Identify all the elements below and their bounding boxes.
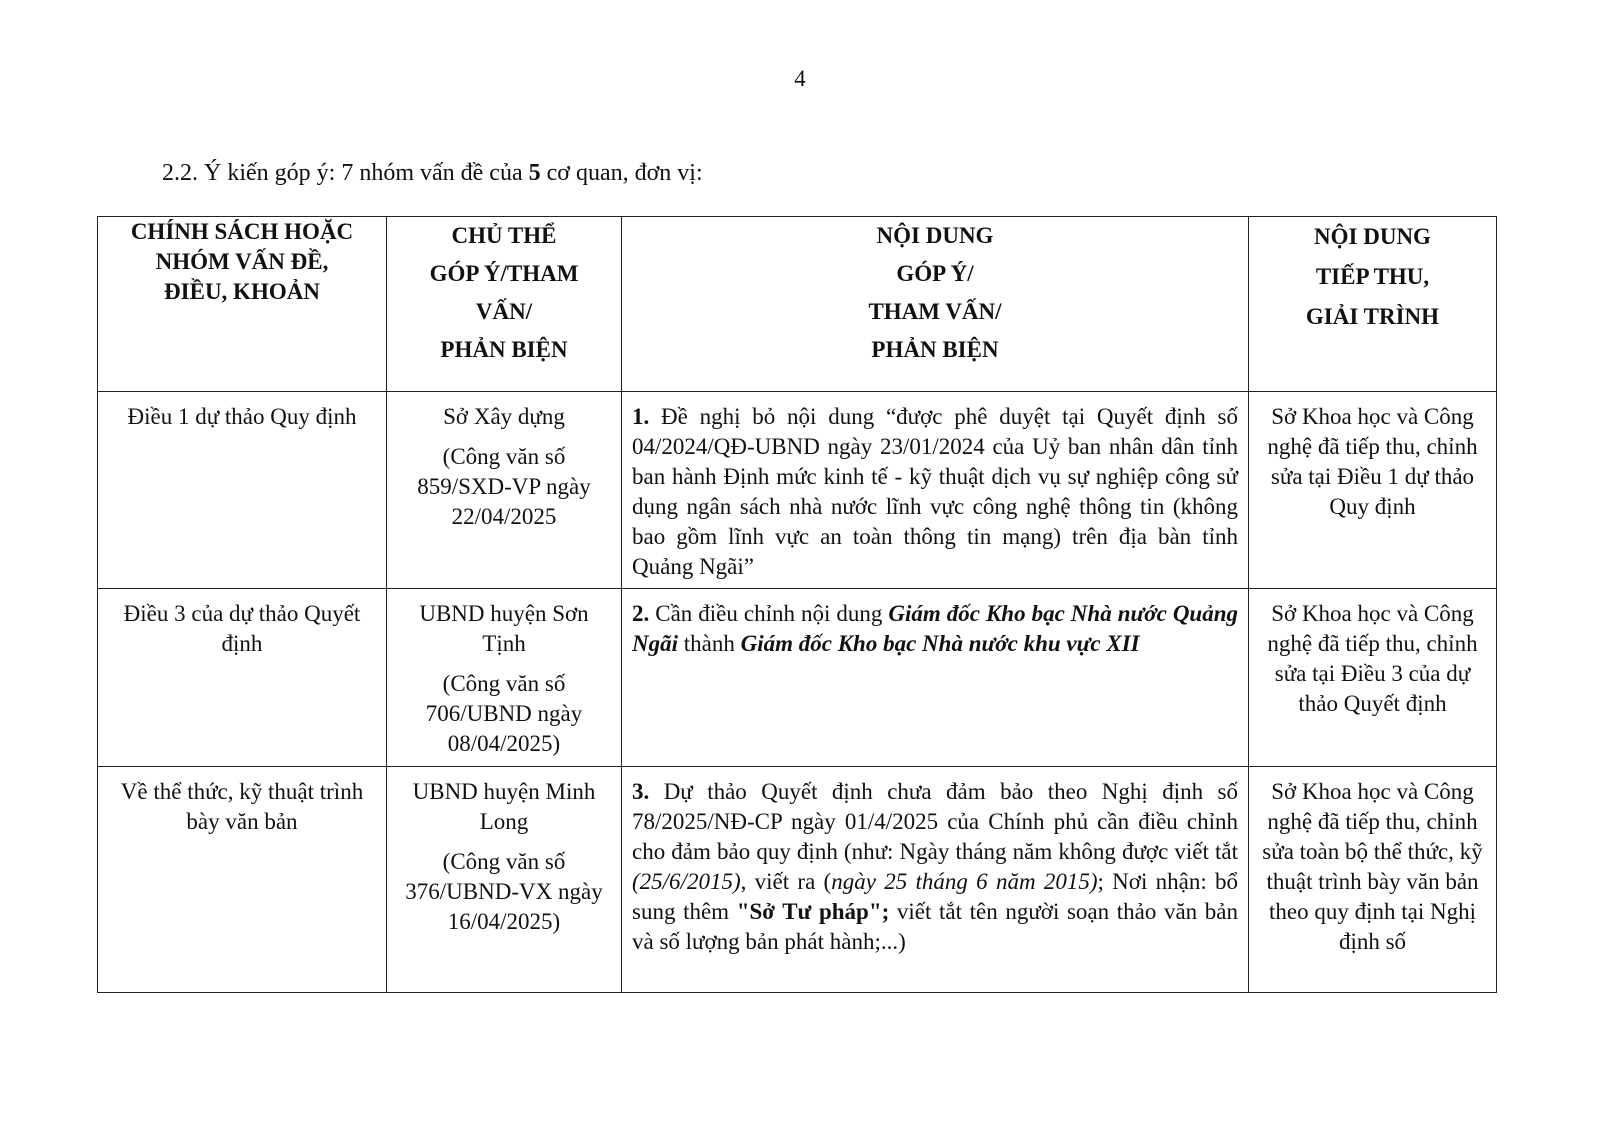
header-line: NHÓM VẤN ĐỀ,	[155, 249, 329, 274]
header-agency	[387, 217, 622, 392]
header-line: VẤN/	[475, 299, 533, 324]
cell-content	[622, 392, 1249, 589]
content-emphasis: Giám đốc Kho bạc Nhà nước Quảng Ngãi	[632, 601, 1239, 656]
content-text: viết tắt tên người soạn thảo văn bản và số lượng bản phát hành;...)	[632, 899, 1238, 954]
table-row	[98, 392, 1497, 589]
content-bold: "Sở Tư pháp";	[736, 899, 890, 924]
header-line: GÓP Ý/THAM	[429, 261, 579, 286]
content-text: thành	[678, 631, 741, 656]
item-number: 3.	[632, 779, 650, 804]
feedback-table	[97, 216, 1497, 993]
header-line: TIẾP THU,	[1315, 264, 1430, 289]
table-header-row	[98, 217, 1497, 392]
content-text: , viết ra (	[740, 869, 832, 894]
cell-agency	[387, 392, 622, 589]
item-number: 1.	[632, 404, 650, 429]
header-response	[1249, 217, 1497, 392]
header-content	[622, 217, 1249, 392]
header-line: THAM VẤN/	[868, 299, 1002, 324]
section-intro	[162, 160, 703, 187]
agency-document: (Công văn số 376/UBND-VX ngày 16/04/2025)	[405, 849, 603, 934]
page-number: 4	[794, 66, 806, 91]
cell-policy: Điều 1 dự thảo Quy định	[98, 392, 387, 589]
content-text: Cần điều chỉnh nội dung	[649, 601, 889, 626]
agency-name: UBND huyện Minh Long	[412, 779, 596, 834]
cell-response: Sở Khoa học và Công nghệ đã tiếp thu, chỉnh sửa toàn bộ thể thức, kỹ thuật trình bày văn bản theo quy định tại Nghị định số	[1249, 767, 1497, 993]
cell-content	[622, 589, 1249, 767]
header-line: NỘI DUNG	[1314, 224, 1431, 249]
cell-agency	[387, 589, 622, 767]
table-row	[98, 589, 1497, 767]
item-number: 2.	[632, 601, 650, 626]
agency-document: (Công văn số 706/UBND ngày 08/04/2025)	[425, 671, 583, 756]
cell-response: Sở Khoa học và Công nghệ đã tiếp thu, chỉnh sửa tại Điều 3 của dự thảo Quyết định	[1249, 589, 1497, 767]
header-line: GÓP Ý/	[896, 261, 974, 286]
intro-prefix: 2.2. Ý kiến góp ý: 7 nhóm vấn đề của	[162, 160, 529, 186]
agency-name: Sở Xây dựng	[443, 404, 565, 429]
content-text: Dự thảo Quyết định chưa đảm bảo theo Nghị định số 78/2025/NĐ-CP ngày 01/4/2025 của Chính phủ cần điều chỉnh cho đảm bảo quy định (như: Ngày tháng năm không được viết tắt	[632, 779, 1238, 864]
cell-content	[622, 767, 1249, 993]
content-italic: ngày 25 tháng 6 năm 2015)	[831, 869, 1098, 894]
header-line: CHỦ THỂ	[451, 223, 557, 248]
cell-policy: Điều 3 của dự thảo Quyết định	[98, 589, 387, 767]
content-text: Đề nghị bỏ nội dung “được phê duyệt tại Quyết định số 04/2024/QĐ-UBND ngày 23/01/2024 của Uỷ ban nhân dân tỉnh ban hành Định mức kinh tế - kỹ thuật dịch vụ sự nghiệp công sử dụng ngân sách nhà nước lĩnh vực công nghệ thông tin (không bao gồm lĩnh vực an toàn thông tin mạng) trên địa bàn tỉnh Quảng Ngãi”	[632, 404, 1238, 579]
header-line: NỘI DUNG	[876, 223, 994, 248]
content-text: ; Nơi nhận: bổ sung thêm	[632, 869, 1238, 924]
header-line: PHẢN BIỆN	[440, 337, 568, 362]
agency-name: UBND huyện Sơn Tịnh	[419, 601, 589, 656]
cell-response: Sở Khoa học và Công nghệ đã tiếp thu, chỉnh sửa tại Điều 1 dự thảo Quy định	[1249, 392, 1497, 589]
cell-agency	[387, 767, 622, 993]
content-italic: (25/6/2015)	[632, 869, 741, 894]
cell-policy: Về thể thức, kỹ thuật trình bày văn bản	[98, 767, 387, 993]
header-line: GIẢI TRÌNH	[1305, 304, 1440, 329]
header-line: PHẢN BIỆN	[871, 337, 999, 362]
table-row	[98, 767, 1497, 993]
header-line: CHÍNH SÁCH HOẶC	[130, 219, 354, 244]
header-line: ĐIỀU, KHOẢN	[164, 279, 320, 304]
header-policy	[98, 217, 387, 392]
intro-count: 5	[528, 160, 541, 186]
agency-document: (Công văn số 859/SXD-VP ngày 22/04/2025	[417, 444, 591, 529]
content-emphasis: Giám đốc Kho bạc Nhà nước khu vực XII	[740, 631, 1140, 656]
intro-suffix: cơ quan, đơn vị:	[540, 160, 703, 186]
